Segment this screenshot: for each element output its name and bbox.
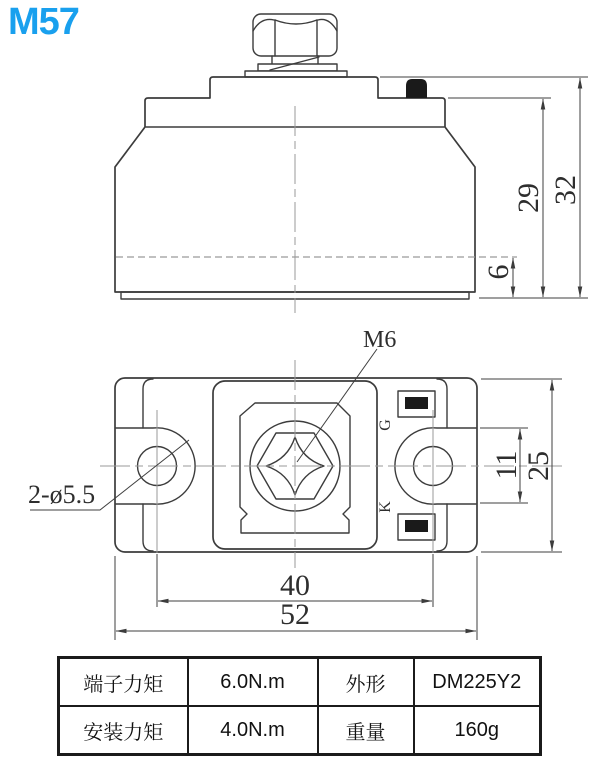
weight-label: 重量 bbox=[318, 706, 414, 755]
holes-label: 2-ø5.5 bbox=[28, 480, 96, 509]
table-row bbox=[59, 658, 541, 707]
cathode-terminal-slot bbox=[405, 520, 428, 532]
gate-terminal-slot bbox=[405, 397, 428, 409]
gate-pin bbox=[406, 79, 427, 98]
dim-text-total-height: 32 bbox=[549, 175, 582, 205]
dim-text-base-height: 6 bbox=[482, 264, 515, 280]
dim-text-boss-width: 11 bbox=[490, 450, 523, 480]
screw-leader-line bbox=[297, 349, 377, 462]
baseplate bbox=[121, 292, 469, 299]
page-title: M57 bbox=[8, 1, 79, 43]
weight-value: 160g bbox=[414, 706, 541, 755]
outline-label: 外形 bbox=[318, 658, 414, 707]
side-view-dimensions bbox=[380, 77, 588, 298]
terminal-torque-label: 端子力矩 bbox=[59, 658, 188, 707]
dim-text-body-depth: 25 bbox=[522, 451, 555, 481]
mounting-torque-value: 4.0N.m bbox=[188, 706, 318, 755]
spec-table bbox=[57, 656, 542, 756]
gate-terminal-label: G bbox=[377, 419, 394, 431]
hex-nut-chamfer-arcs bbox=[253, 19, 337, 31]
side-view bbox=[115, 14, 517, 313]
flat-washer bbox=[245, 71, 347, 77]
terminal-torque-value: 6.0N.m bbox=[188, 658, 318, 707]
cathode-terminal-label: K bbox=[377, 501, 394, 513]
dim-text-overall-width: 52 bbox=[280, 598, 310, 631]
screw-label: M6 bbox=[363, 327, 397, 353]
outline-value: DM225Y2 bbox=[414, 658, 541, 707]
hex-nut-facet-lines bbox=[275, 20, 317, 56]
mounting-torque-label: 安装力矩 bbox=[59, 706, 188, 755]
table-row bbox=[59, 706, 541, 755]
dim-text-hole-spacing: 40 bbox=[280, 569, 310, 602]
dim-text-body-height: 29 bbox=[512, 183, 545, 213]
